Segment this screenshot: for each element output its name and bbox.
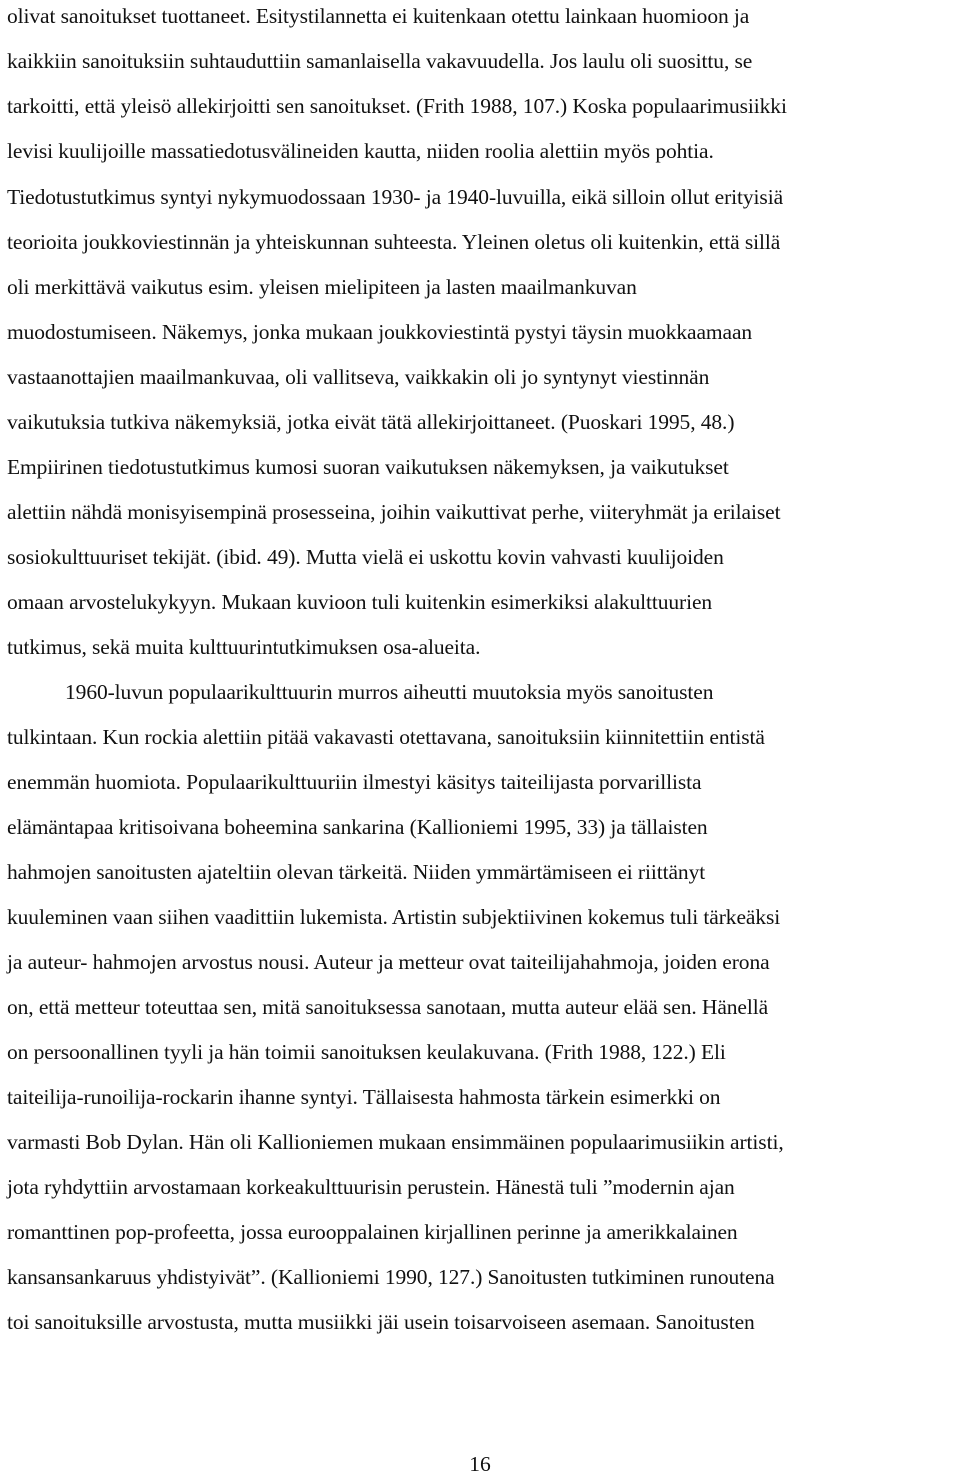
text-line: kansansankaruus yhdistyivät”. (Kallioniemi 1990, 127.) Sanoitusten tutkiminen runoutena <box>7 1265 775 1289</box>
text-line: kuuleminen vaan siihen vaadittiin lukemista. Artistin subjektiivinen kokemus tuli tärkeäksi <box>7 905 781 929</box>
text-line: alettiin nähdä monisyisempinä prosesseina, joihin vaikuttivat perhe, viiteryhmät ja erilaiset <box>7 500 781 524</box>
text-line: romanttinen pop-profeetta, jossa eurooppalainen kirjallinen perinne ja amerikkalainen <box>7 1220 738 1244</box>
text-line: on persoonallinen tyyli ja hän toimii sanoituksen keulakuvana. (Frith 1988, 122.) Eli <box>7 1040 726 1064</box>
text-line: levisi kuulijoille massatiedotusvälineiden kautta, niiden roolia alettiin myös pohtia. <box>7 139 714 163</box>
text-line: jota ryhdyttiin arvostamaan korkeakulttuurisin perustein. Hänestä tuli ”modernin ajan <box>7 1175 735 1199</box>
text-line: omaan arvostelukykyyn. Mukaan kuvioon tuli kuitenkin esimerkiksi alakulttuurien <box>7 590 713 614</box>
text-line: teorioita joukkoviestinnän ja yhteiskunnan suhteesta. Yleinen oletus oli kuitenkin, että sillä <box>7 230 781 254</box>
text-line: tarkoitti, että yleisö allekirjoitti sen sanoitukset. (Frith 1988, 107.) Koska populaarimusiikki <box>7 94 787 118</box>
text-line: kaikkiin sanoituksiin suhtauduttiin samanlaisella vakavuudella. Jos laulu oli suosittu, se <box>7 49 753 73</box>
text-line: elämäntapaa kritisoivana boheemina sankarina (Kallioniemi 1995, 33) ja tällaisten <box>7 815 708 839</box>
text-line: olivat sanoitukset tuottaneet. Esitystilannetta ei kuitenkaan otettu lainkaan huomioon ja <box>7 4 750 28</box>
text-line: vaikutuksia tutkiva näkemyksiä, jotka eivät tätä allekirjoittaneet. (Puoskari 1995, 48.) <box>7 410 735 434</box>
text-line: sosiokulttuuriset tekijät. (ibid. 49). Mutta vielä ei uskottu kovin vahvasti kuulijoiden <box>7 545 724 569</box>
text-line: on, että metteur toteuttaa sen, mitä sanoituksessa sanotaan, mutta auteur elää sen. Hänellä <box>7 995 769 1019</box>
text-line: tulkintaan. Kun rockia alettiin pitää vakavasti otettavana, sanoituksiin kiinnitettiin entistä <box>7 725 765 749</box>
page-number: 16 <box>469 1452 491 1476</box>
text-line: tutkimus, sekä muita kulttuurintutkimuksen osa-alueita. <box>7 635 481 659</box>
text-line: oli merkittävä vaikutus esim. yleisen mielipiteen ja lasten maailmankuvan <box>7 275 637 299</box>
text-line: muodostumiseen. Näkemys, jonka mukaan joukkoviestintä pystyi täysin muokkaamaan <box>7 320 753 344</box>
text-line: ja auteur- hahmojen arvostus nousi. Auteur ja metteur ovat taiteilijahahmoja, joiden erona <box>7 950 770 974</box>
text-line: vastaanottajien maailmankuvaa, oli vallitseva, vaikkakin oli jo syntynyt viestinnän <box>7 365 710 389</box>
text-line: hahmojen sanoitusten ajateltiin olevan tärkeitä. Niiden ymmärtämiseen ei riittänyt <box>7 860 706 884</box>
text-line: enemmän huomiota. Populaarikulttuuriin ilmestyi käsitys taiteilijasta porvarillista <box>7 770 702 794</box>
text-line: Tiedotustutkimus syntyi nykymuodossaan 1930- ja 1940-luvuilla, eikä silloin ollut erityisiä <box>7 185 784 209</box>
text-line: toi sanoituksille arvostusta, mutta musiikki jäi usein toisarvoiseen asemaan. Sanoitusten <box>7 1310 755 1334</box>
text-line: taiteilija-runoilija-rockarin ihanne syntyi. Tällaisesta hahmosta tärkein esimerkki on <box>7 1085 721 1109</box>
text-line: Empiirinen tiedotustutkimus kumosi suoran vaikutuksen näkemyksen, ja vaikutukset <box>7 455 729 479</box>
paragraph-first-line: 1960-luvun populaarikulttuurin murros aiheutti muutoksia myös sanoitusten <box>7 680 714 704</box>
text-line: varmasti Bob Dylan. Hän oli Kallioniemen mukaan ensimmäinen populaarimusiikin artisti, <box>7 1130 784 1154</box>
